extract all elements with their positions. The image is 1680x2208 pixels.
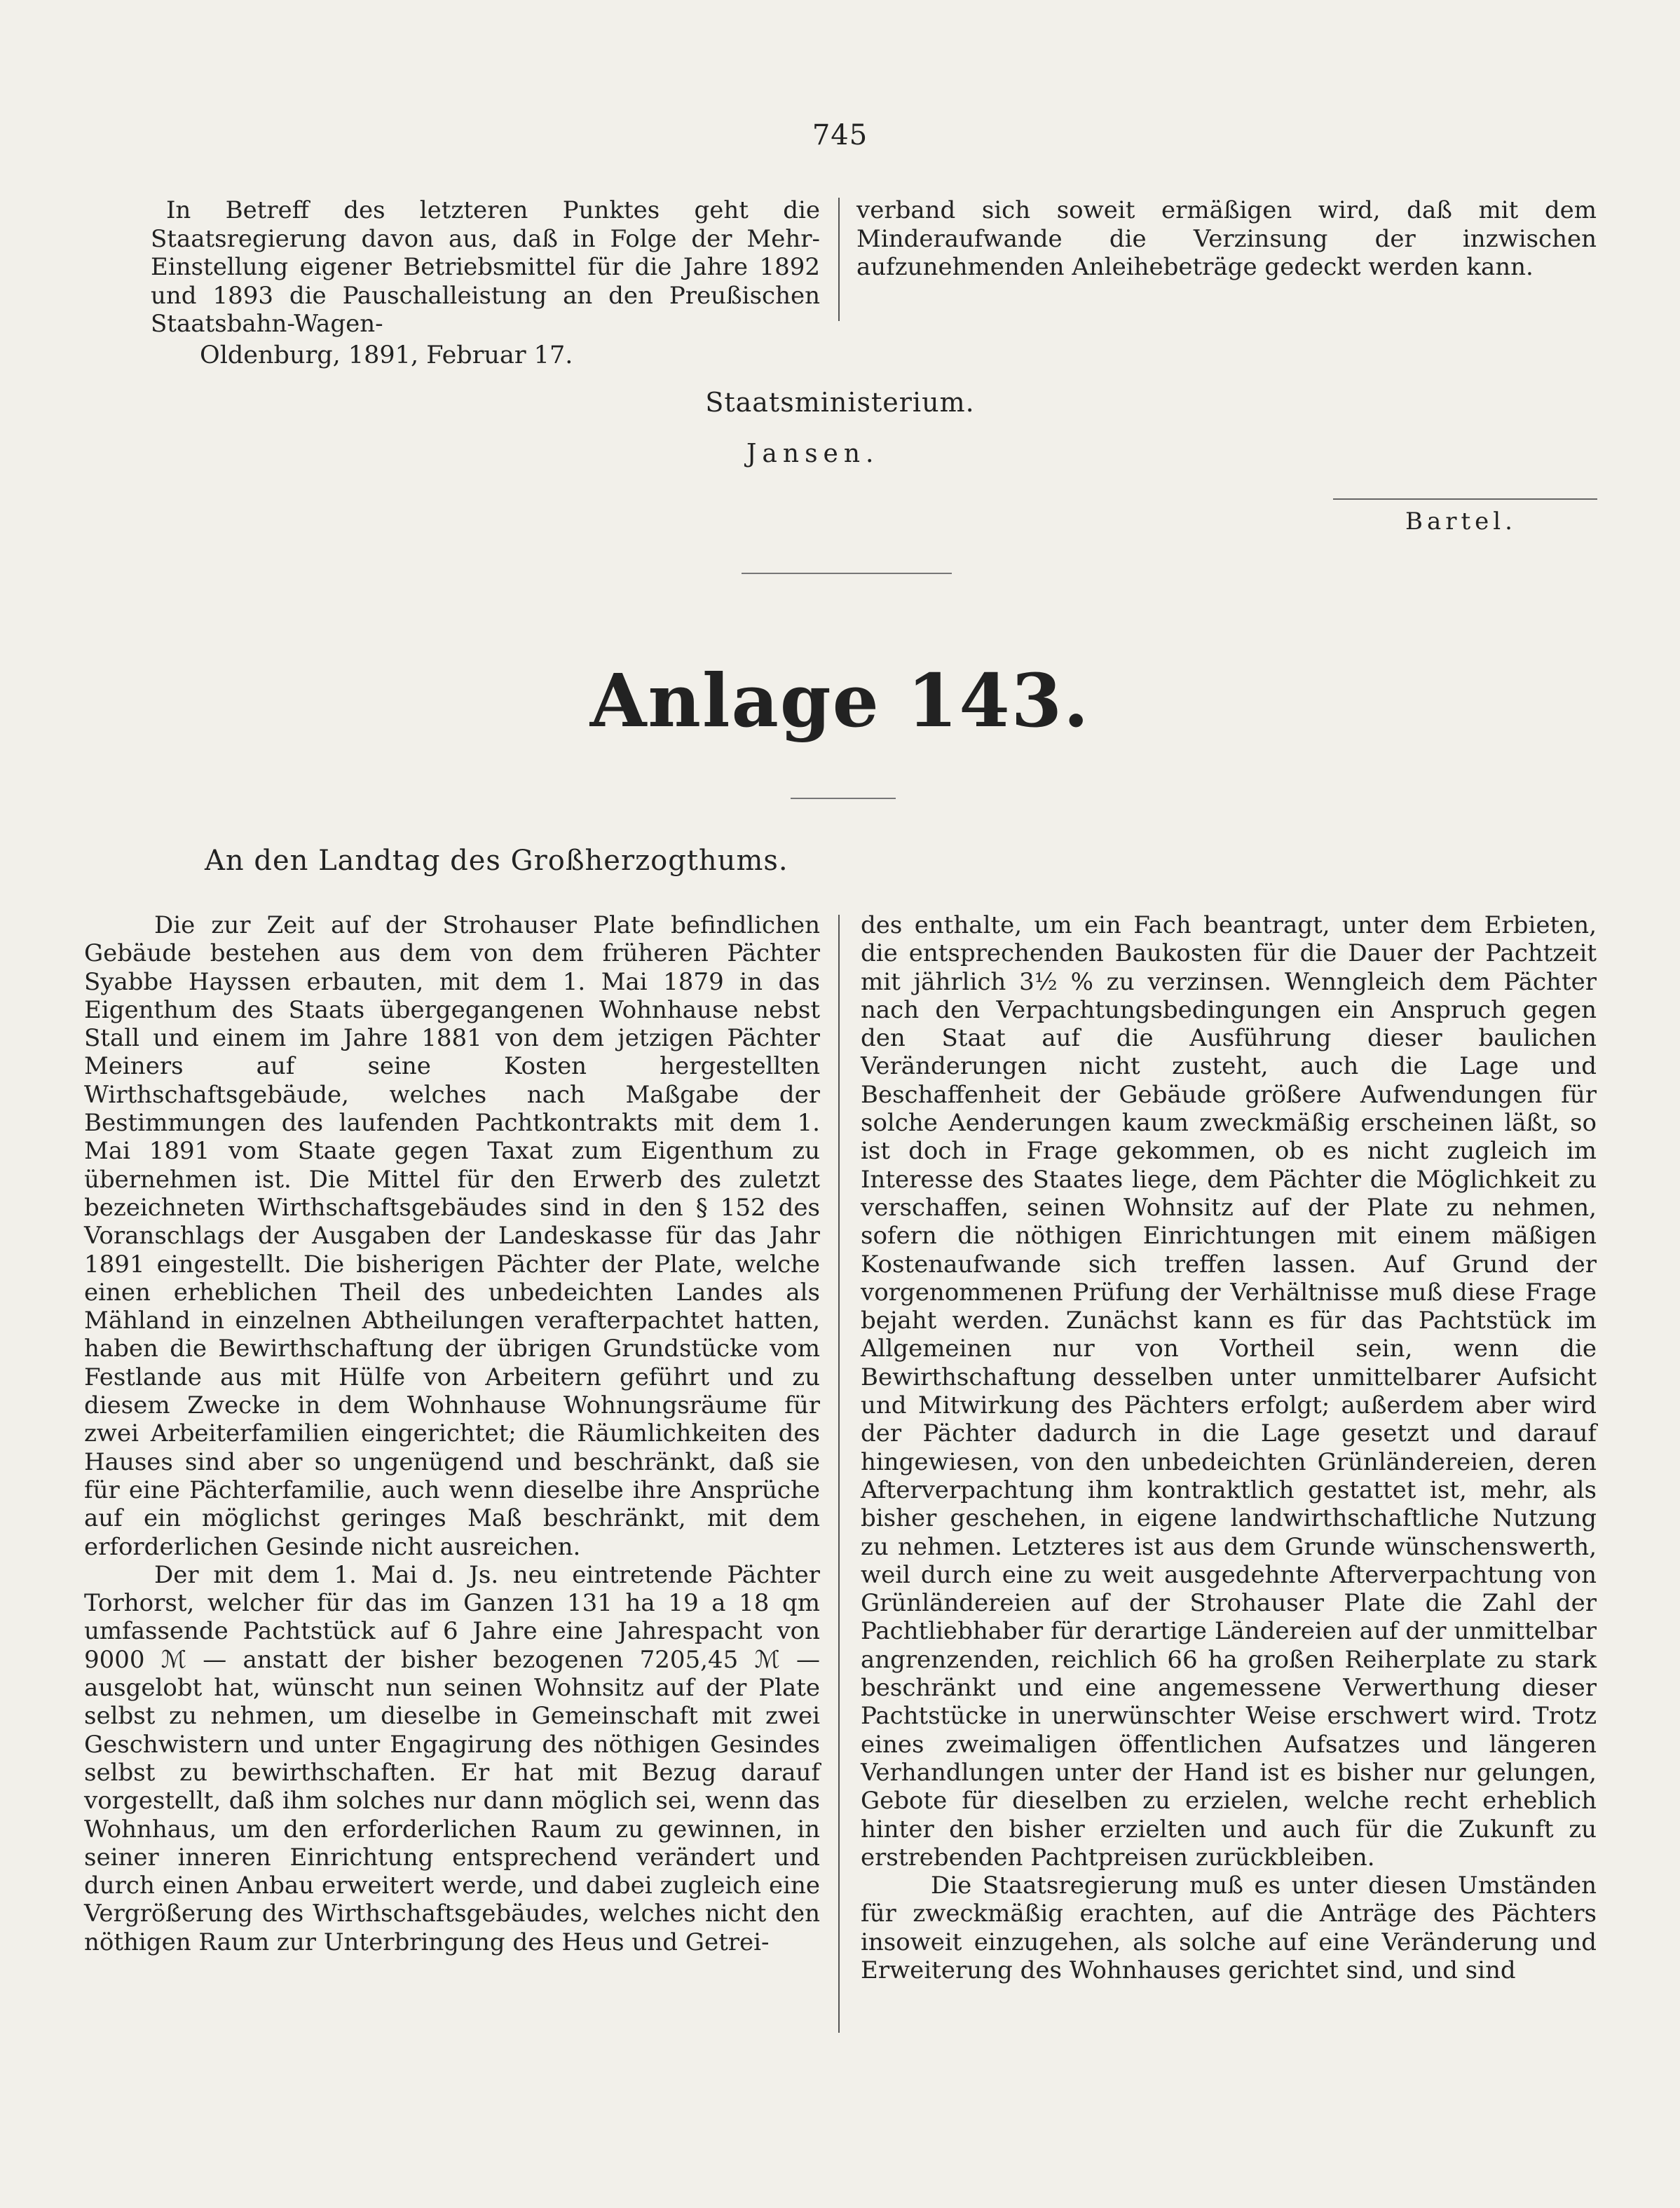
section-rule	[742, 573, 952, 574]
ministry-signature: Staatsministerium.	[705, 387, 975, 418]
place-date: Oldenburg, 1891, Februar 17.	[200, 341, 573, 369]
address-line: An den Landtag des Großherzogthums.	[205, 845, 788, 877]
body-paragraph-continued: des enthalte, um ein Fach beantragt, unter dem Erbieten, die entsprechenden Baukosten für die Dauer der Pachtzeit mit jährlich 3½ % zu verzinsen. Wenngleich dem Pächter nach den Verpachtungsbedingungen ein Anspruch gegen den Staat auf die Ausführung dieser baulichen Veränderungen nicht zusteht, auch die Lage und Beschaffenheit der Gebäude größere Aufwendungen für solche Aenderungen kaum zweckmäßig erscheinen läßt, so ist doch in Frage gekommen, ob es nicht zugleich im Interesse des Staates liege, dem Pächter die Möglichkeit zu verschaffen, seinen Wohnsitz auf der Plate zu nehmen, sofern die nöthigen Einrichtungen mit einem mäßigen Kostenaufwande sich treffen lassen. Auf Grund der vorgenommenen Prüfung der Verhältnisse muß diese Frage bejaht werden. Zunächst kann es für das Pachtstück im Allgemeinen nur von Vortheil sein, wenn die Bewirthschaftung desselben unter unmittelbarer Aufsicht und Mitwirkung des Pächters erfolgt; außerdem aber wird der Pächter dadurch in die Lage gesetzt und darauf hingewiesen, von den unbedeichten Grünländereien, deren Afterverpachtung ihm kontraktlich gestattet ist, mehr, als bisher geschehen, in eigene landwirthschaftliche Nutzung zu nehmen. Letzteres ist aus dem Grunde wünschenswerth, weil durch eine zu weit ausgedehnte Afterverpachtung von Grünländereien auf der Strohauser Plate die Zahl der Pachtliebhaber für derartige Ländereien auf der unmittelbar angrenzenden, reichlich 66 ha großen Reiherplate zu stark beschränkt und eine angemessene Verwerthung dieser Pachtstücke in unerwünschter Weise erschwert wird. Trotz eines zweimaligen öffentlichen Aufsatzes und längeren Verhandlungen unter der Hand ist es bisher nur gelungen, Gebote für dieselben zu erzielen, welche recht erheblich hinter den bisher erzielten und auch für die Zukunft zu erstrebenden Pachtpreisen zurückbleiben.	[861, 911, 1597, 1872]
top-right-paragraph: verband sich soweit ermäßigen wird, daß mit dem Minderaufwande die Verzinsung der inzwischen aufzunehmenden Anleihebeträge gedeckt werden kann.	[856, 196, 1597, 281]
top-right-column	[856, 196, 1597, 282]
body-paragraph: Die Staatsregierung muß es unter diesen Umständen für zweckmäßig erachten, auf die Anträge des Pächters insoweit einzugehen, als solche auf eine Veränderung und Erweiterung des Wohnhauses gerichtet sind, und sind	[861, 1872, 1597, 1984]
countersigner-name: Bartel.	[1405, 507, 1517, 536]
signer-name: Jansen.	[746, 439, 880, 468]
body-right-column	[861, 911, 1597, 1984]
body-left-column	[84, 911, 820, 1956]
top-left-column	[151, 196, 820, 339]
title-rule	[791, 798, 896, 799]
top-column-divider	[838, 198, 840, 321]
signature-line	[1333, 498, 1597, 500]
page-number: 745	[812, 119, 868, 151]
body-paragraph: Die zur Zeit auf der Strohauser Plate befindlichen Gebäude bestehen aus dem von dem früheren Pächter Syabbe Hayssen erbauten, mit dem 1. Mai 1879 in das Eigenthum des Staats übergegangenen Wohnhause nebst Stall und einem im Jahre 1881 von dem jetzigen Pächter Meiners auf seine Kosten hergestellten Wirthschaftsgebäude, welches nach Maßgabe der Bestimmungen des laufenden Pachtkontrakts mit dem 1. Mai 1891 vom Staate gegen Taxat zum Eigenthum zu übernehmen ist. Die Mittel für den Erwerb des zuletzt bezeichneten Wirthschaftsgebäudes sind in den § 152 des Voranschlags der Ausgaben der Landeskasse für das Jahr 1891 eingestellt. Die bisherigen Pächter der Plate, welche einen erheblichen Theil des unbedeichten Landes als Mähland in einzelnen Abtheilungen verafterpachtet hatten, haben die Bewirthschaftung der übrigen Grundstücke vom Festlande aus mit Hülfe von Arbeitern geführt und zu diesem Zwecke in dem Wohnhause Wohnungsräume für zwei Arbeiterfamilien eingerichtet; die Räumlichkeiten des Hauses sind aber so ungenügend und beschränkt, daß sie für eine Pächterfamilie, auch wenn dieselbe ihre Ansprüche auf ein möglichst geringes Maß beschränkt, mit dem erforderlichen Gesinde nicht ausreichen.	[84, 911, 820, 1561]
top-left-paragraph: In Betreff des letzteren Punktes geht die Staatsregierung davon aus, daß in Folge der Mehr-Einstellung eigener Betriebsmittel für die Jahre 1892 und 1893 die Pauschalleistung an den Preußischen Staatsbahn-Wagen-	[151, 196, 820, 338]
body-column-divider	[838, 915, 840, 2033]
body-paragraph: Der mit dem 1. Mai d. Js. neu eintretende Pächter Torhorst, welcher für das im Ganzen 131 ha 19 a 18 qm umfassende Pachtstück auf 6 Jahre eine Jahrespacht von 9000 ℳ — anstatt der bisher bezogenen 7205,45 ℳ — ausgelobt hat, wünscht nun seinen Wohnsitz auf der Plate selbst zu nehmen, um dieselbe in Gemeinschaft mit zwei Geschwistern und unter Engagirung des nöthigen Gesindes selbst zu bewirthschaften. Er hat mit Bezug darauf vorgestellt, daß ihm solches nur dann möglich sei, wenn das Wohnhaus, um den erforderlichen Raum zu gewinnen, in seiner inneren Einrichtung entsprechend verändert und durch einen Anbau erweitert werde, und dabei zugleich eine Vergrößerung des Wirthschaftsgebäudes, welches nicht den nöthigen Raum zur Unterbringung des Heus und Getrei-	[84, 1560, 820, 1956]
appendix-title: Anlage 143.	[589, 657, 1091, 744]
